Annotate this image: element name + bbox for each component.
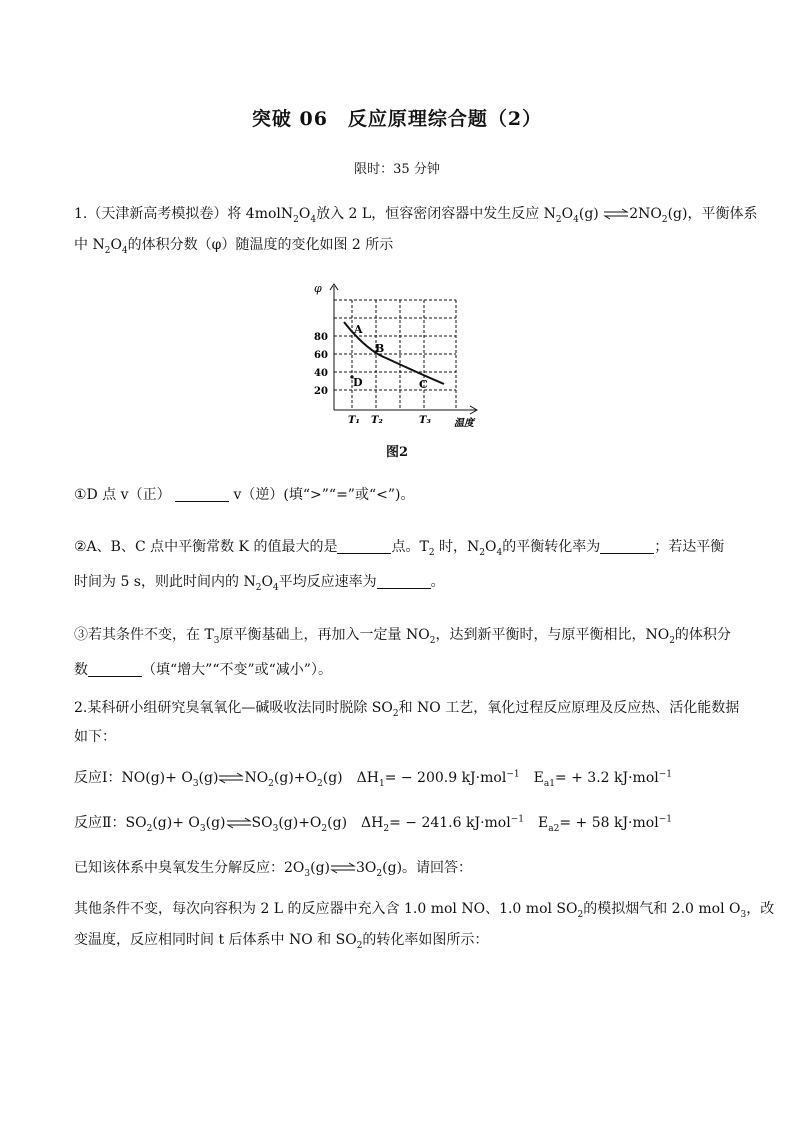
- text: v（逆）(填“>”“=”或“<”)。: [233, 487, 415, 503]
- answer-blank[interactable]: [175, 487, 229, 502]
- q1-line2: 中 $N_2O_4$的体积分数（φ）随温度的变化如图 2 所示: [74, 237, 394, 256]
- q2-line2: 如下：: [74, 729, 116, 745]
- q1-part3-line1: ③若其条件不变，在 $T_3$原平衡基础上，再加入一定量 $NO_2$，达到新平衡时，与原平衡相比，$NO_2$的体积分: [74, 627, 731, 646]
- text: = − 200.9 kJ·mol: [384, 770, 507, 786]
- x-tick: T₃: [419, 415, 431, 426]
- text: 平均反应速率为: [278, 574, 377, 590]
- q1-line1: 1.（天津新高考模拟卷）将 $4molN_2O_4$放入 2 L，恒容密闭容器中发生反应 $N_2O_4(g)$ $2NO_2(g)$，平衡体系: [74, 206, 758, 225]
- answer-blank[interactable]: [88, 662, 142, 677]
- y-tick: 60: [314, 350, 328, 361]
- text: (g)，平衡体系: [667, 206, 758, 222]
- text: 的体积分: [674, 627, 731, 643]
- text: （填“增大”“不变”或“减小”）。: [142, 662, 332, 678]
- text: O: [561, 206, 574, 222]
- point-label: B: [375, 342, 385, 355]
- q1-part1: [74, 484, 414, 504]
- text: (g)。请回答：: [382, 860, 473, 876]
- text: 反应Ⅰ：NO(g)+ O: [74, 770, 193, 786]
- text: ③若其条件不变，在 T: [74, 627, 214, 643]
- text: (g): [205, 815, 226, 831]
- text: 数: [74, 662, 88, 678]
- text: ①D 点 v（正）: [74, 487, 171, 503]
- text: 时间为 5 s，则此时间内的 N: [74, 574, 256, 590]
- equilibrium-arrow-icon: [218, 772, 244, 784]
- point-label: D: [353, 376, 363, 389]
- text: 点。T: [391, 539, 429, 555]
- q1-part2-line2: 时间为 5 s，则此时间内的 $N_2O_4$平均反应速率为 。: [74, 574, 445, 593]
- text: = − 241.6 kJ·mol: [389, 815, 511, 831]
- equilibrium-arrow-icon: [330, 862, 356, 874]
- y-tick: 80: [314, 332, 328, 343]
- text: 时，N: [439, 539, 480, 555]
- text: O: [298, 206, 311, 222]
- text: ；若达平衡: [654, 539, 725, 555]
- text: 原平衡基础上，再加入一定量 NO: [219, 627, 430, 643]
- text: 已知该体系中臭氧发生分解反应：2O: [74, 860, 305, 876]
- text: = + 58 kJ·mol: [559, 815, 659, 831]
- text: ，改: [746, 901, 775, 917]
- text: (g) ΔH: [327, 815, 384, 831]
- page-title: 突破 06 反应原理综合题（2）: [251, 108, 543, 130]
- condition-line1: 其他条件不变，每次向容积为 2 L 的反应器中充入含 1.0 mol NO、1.0 mol $SO_2$的模拟烟气和 2.0 mol $O_3$，改: [74, 901, 775, 920]
- q1-part3-line2: [74, 659, 332, 679]
- text: 3O: [356, 860, 377, 876]
- figure-caption: 图2: [385, 445, 409, 460]
- equilibrium-arrow-icon: [603, 208, 629, 220]
- text: 反应Ⅱ：SO: [74, 815, 147, 831]
- text: E: [519, 770, 544, 786]
- text: 的平衡转化率为: [502, 539, 601, 555]
- text: O: [110, 237, 122, 253]
- answer-blank[interactable]: [337, 539, 391, 554]
- grid: [334, 300, 456, 410]
- text: 2NO: [629, 206, 662, 222]
- text: (g)+O: [278, 815, 322, 831]
- y-tick: 20: [314, 386, 328, 397]
- text: (g): [198, 770, 219, 786]
- x-label: 温度: [454, 418, 474, 429]
- text: 中 N: [74, 237, 105, 253]
- phi-temperature-figure: [306, 280, 486, 430]
- text: 。: [430, 574, 445, 590]
- text: 2.某科研小组研究臭氧氧化—碱吸收法同时脱除 SO: [74, 700, 393, 716]
- text: ，达到新平衡时，与原平衡相比，NO: [435, 627, 670, 643]
- text: 放入 2 L，恒容密闭容器中发生反应 N: [316, 206, 556, 222]
- answer-blank[interactable]: [600, 539, 654, 554]
- reaction-1: 反应Ⅰ：$NO(g)+ O_3(g)$ $NO_2(g)+O_2(g)$ $\Delta H_1= - 200.9$ kJ·mol$^{-1}$ $E_{a1}= + 3.2$ kJ·mol$^{-1}$: [74, 769, 673, 789]
- text: (g) ΔH: [322, 770, 379, 786]
- text: (g): [310, 860, 331, 876]
- q1-part2-line1: ②A、B、C 点中平衡常数 K 的值最大的是 点。$T_2$ 时，$N_2O_4$的平衡转化率为 ；若达平衡: [74, 539, 725, 558]
- text: (g): [578, 206, 599, 222]
- text: 变温度，反应相同时间 t 后体系中 NO 和 SO: [74, 932, 357, 948]
- answer-blank[interactable]: [377, 574, 431, 589]
- reaction-2: 反应Ⅱ：$SO_2(g)+ O_3(g)$ $SO_3(g)+O_2(g)$ $\Delta H_2= - 241.6$ kJ·mol$^{-1}$ $E_{a2}= + 58$ kJ·mol$^{-1}$: [74, 814, 672, 834]
- text: (g)+O: [273, 770, 317, 786]
- y-label: φ: [314, 282, 322, 295]
- text: 的转化率如图所示：: [362, 932, 489, 948]
- text: NO: [244, 770, 269, 786]
- text: = + 3.2 kJ·mol: [554, 770, 659, 786]
- condition-line2: 变温度，反应相同时间 t 后体系中 NO 和 $SO_2$的转化率如图所示：: [74, 932, 489, 951]
- text: O: [485, 539, 497, 555]
- x-tick: T₁: [348, 415, 360, 426]
- q2-line1: 2.某科研小组研究臭氧氧化—碱吸收法同时脱除 $SO_2$和 NO 工艺，氧化过程反应原理及反应热、活化能数据: [74, 700, 740, 719]
- text: O: [261, 574, 273, 590]
- text: (g)+ O: [152, 815, 200, 831]
- point-label: C: [419, 378, 428, 391]
- time-limit: 限时：35 分钟: [354, 162, 440, 177]
- text: SO: [251, 815, 273, 831]
- text: E: [524, 815, 549, 831]
- y-tick: 40: [314, 368, 328, 379]
- equilibrium-arrow-icon: [226, 817, 252, 829]
- x-tick: T₂: [371, 415, 383, 426]
- point-label: A: [354, 323, 363, 336]
- decomposition-line: 已知该体系中臭氧发生分解反应：$2O_3(g)$ $3O_2(g)$。请回答：: [74, 860, 473, 879]
- text: 的体积分数（φ）随温度的变化如图 2 所示: [127, 237, 394, 253]
- text: 和 NO 工艺，氧化过程反应原理及反应热、活化能数据: [398, 700, 740, 716]
- text: 1.（天津新高考模拟卷）将 4molN: [74, 206, 294, 222]
- text: 的模拟烟气和 2.0 mol O: [583, 901, 741, 917]
- text: 其他条件不变，每次向容积为 2 L 的反应器中充入含 1.0 mol NO、1.0 mol SO: [74, 901, 578, 917]
- text: ②A、B、C 点中平衡常数 K 的值最大的是: [74, 539, 338, 555]
